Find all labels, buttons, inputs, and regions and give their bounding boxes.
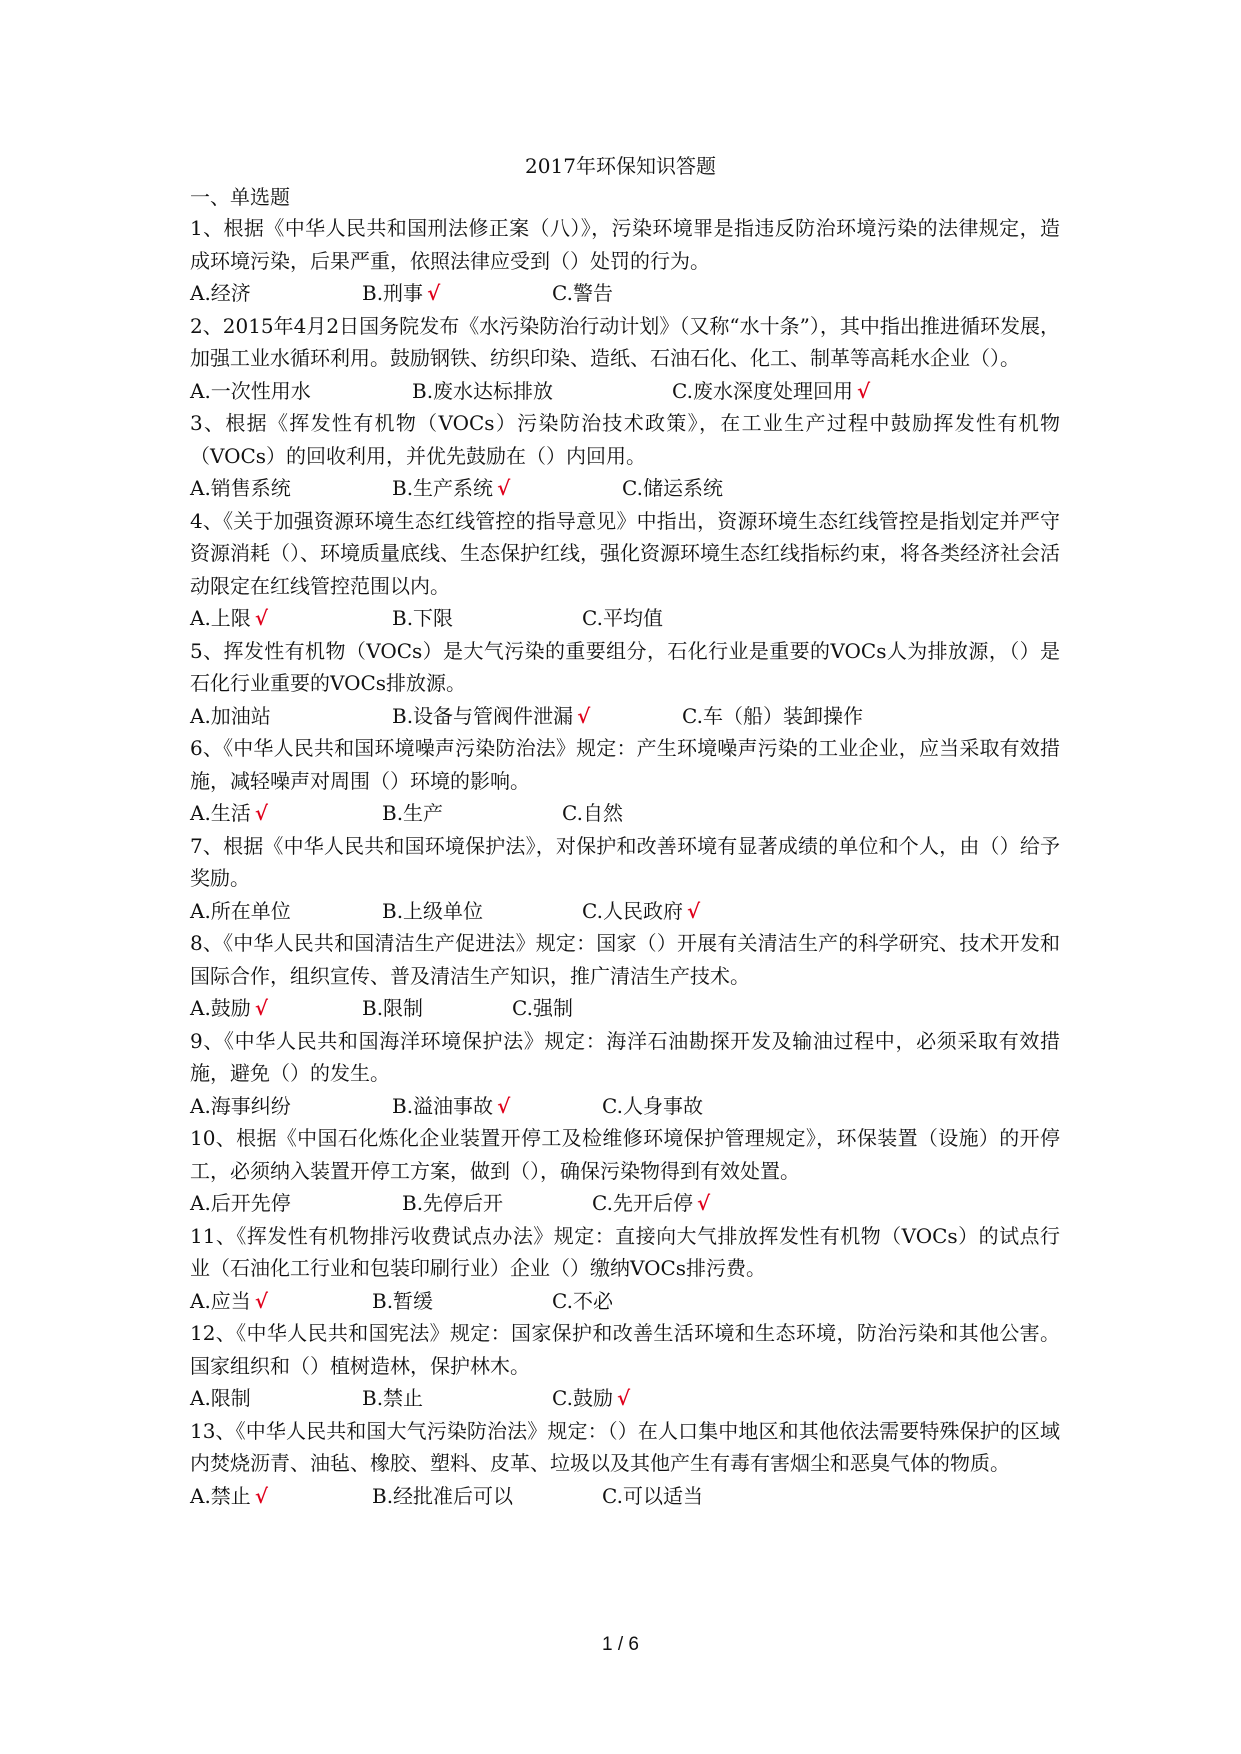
answer-option — [190, 700, 271, 733]
answer-options — [190, 602, 1060, 635]
answer-option-label: A.加油站 — [190, 703, 271, 728]
answer-options — [190, 1187, 1060, 1220]
answer-option — [372, 1285, 433, 1318]
answer-options — [190, 797, 1060, 830]
answer-option — [392, 700, 590, 733]
answer-option-label: B.刑事 — [362, 281, 424, 305]
answer-option — [592, 1187, 710, 1220]
answer-option-label: B.生产 — [382, 801, 444, 825]
correct-check-icon: √ — [254, 606, 268, 630]
answer-option — [190, 375, 311, 408]
answer-option — [362, 992, 423, 1025]
answer-option-label: A.经济 — [190, 281, 251, 305]
answer-option-label: C.可以适当 — [602, 1483, 703, 1508]
answer-options — [190, 277, 1060, 310]
section-heading: 一、单选题 — [190, 185, 290, 209]
answer-option-label: B.限制 — [362, 996, 424, 1020]
answer-option-label: C.平均值 — [582, 606, 663, 630]
answer-option-label: B.生产系统 — [392, 476, 494, 500]
answer-option-label: A.上限 — [190, 606, 251, 630]
answer-option — [552, 1285, 613, 1318]
answer-option-label: B.经批准后可以 — [372, 1483, 514, 1508]
answer-option-label: C.自然 — [562, 801, 623, 825]
answer-option — [682, 700, 863, 733]
answer-option — [512, 992, 573, 1025]
answer-option — [190, 1187, 291, 1220]
answer-option — [372, 1480, 513, 1513]
question-text: 10、根据《中国石化炼化企业装置开停工及检维修环境保护管理规定》，环保装置（设施）的开停工，必须纳入装置开停工方案，做到（），确保污染物得到有效处置。 — [190, 1126, 1060, 1183]
answer-option-label: C.强制 — [512, 996, 573, 1020]
answer-option-label: A.禁止 — [190, 1483, 251, 1508]
answer-option — [582, 895, 700, 928]
answer-option-label: A.海事纠纷 — [190, 1093, 291, 1118]
answer-options — [190, 375, 1060, 408]
question-text: 9、《中华人民共和国海洋环境保护法》规定：海洋石油勘探开发及输油过程中，必须采取有效措施，避免（）的发生。 — [190, 1028, 1060, 1085]
page-title: 2017年环保知识答题 — [525, 154, 716, 178]
answer-option — [382, 797, 443, 830]
answer-options — [190, 992, 1060, 1025]
answer-option — [622, 472, 723, 505]
question-list — [190, 182, 1060, 1512]
answer-option-label: B.溢油事故 — [392, 1093, 494, 1118]
answer-option-label: C.车（船）装卸操作 — [682, 703, 863, 728]
question-text: 1、根据《中华人民共和国刑法修正案（八）》，污染环境罪是指违反防治环境污染的法律规定，造成环境污染，后果严重，依照法律应受到（）处罚的行为。 — [190, 216, 1060, 273]
answer-option-label: C.先开后停 — [592, 1191, 693, 1215]
answer-option-label: C.鼓励 — [552, 1386, 613, 1410]
answer-option-label: C.人身事故 — [602, 1093, 703, 1118]
answer-option-label: A.应当 — [190, 1288, 251, 1313]
answer-option — [582, 602, 663, 635]
answer-option — [382, 895, 483, 928]
answer-option — [190, 602, 268, 635]
answer-option-label: B.上级单位 — [382, 898, 484, 923]
correct-check-icon: √ — [616, 1386, 631, 1410]
answer-option-label: A.限制 — [190, 1386, 251, 1410]
answer-option — [392, 472, 510, 505]
correct-check-icon: √ — [497, 1093, 511, 1118]
correct-check-icon: √ — [254, 801, 268, 825]
answer-option-label: B.禁止 — [362, 1386, 424, 1410]
answer-option — [190, 1382, 251, 1415]
answer-option-label: C.废水深度处理回用 — [672, 378, 853, 403]
answer-option-label: A.生活 — [190, 801, 251, 825]
correct-check-icon: √ — [696, 1191, 711, 1215]
question-text: 5、挥发性有机物（VOCs）是大气污染的重要组分，石化行业是重要的VOCs人为排放源，（）是石化行业重要的VOCs排放源。 — [190, 638, 1060, 695]
answer-option-label: C.储运系统 — [622, 476, 723, 500]
answer-option-label: A.后开先停 — [190, 1191, 291, 1215]
correct-check-icon: √ — [856, 378, 871, 403]
answer-option — [190, 1285, 268, 1318]
answer-options — [190, 1480, 1060, 1513]
answer-option — [190, 992, 268, 1025]
correct-check-icon: √ — [427, 281, 441, 305]
correct-check-icon: √ — [254, 1483, 268, 1508]
answer-option — [190, 472, 291, 505]
correct-check-icon: √ — [686, 898, 701, 923]
question-text: 4、《关于加强资源环境生态红线管控的指导意见》中指出，资源环境生态红线管控是指划定并严守资源消耗（）、环境质量底线、生态保护红线，强化资源环境生态红线指标约束，将各类经济社会活动限定在红线管控范围以内。 — [190, 508, 1060, 598]
answer-option-label: A.所在单位 — [190, 898, 291, 923]
answer-options — [190, 1090, 1060, 1123]
answer-option — [412, 375, 553, 408]
question-text: 11、《挥发性有机物排污收费试点办法》规定：直接向大气排放挥发性有机物（VOCs）的试点行业（石油化工行业和包装印刷行业）企业（）缴纳VOCs排污费。 — [190, 1223, 1060, 1280]
answer-option-label: A.鼓励 — [190, 996, 251, 1020]
answer-option-label: C.人民政府 — [582, 898, 683, 923]
question-text: 3、根据《挥发性有机物（VOCs）污染防治技术政策》，在工业生产过程中鼓励挥发性有机物（VOCs）的回收利用，并优先鼓励在（）内回用。 — [190, 411, 1060, 468]
answer-option — [602, 1090, 703, 1123]
question-text: 13、《中华人民共和国大气污染防治法》规定：（）在人口集中地区和其他依法需要特殊保护的区域内焚烧沥青、油毡、橡胶、塑料、皮革、垃圾以及其他产生有毒有害烟尘和恶臭气体的物质。 — [190, 1418, 1060, 1475]
answer-option — [602, 1480, 703, 1513]
answer-option — [552, 277, 613, 310]
answer-option — [362, 1382, 423, 1415]
answer-option-label: B.设备与管阀件泄漏 — [392, 703, 574, 728]
answer-option-label: B.暂缓 — [372, 1288, 434, 1313]
answer-option — [562, 797, 623, 830]
answer-option — [362, 277, 440, 310]
answer-options — [190, 895, 1060, 928]
answer-option-label: A.一次性用水 — [190, 378, 311, 403]
answer-options — [190, 700, 1060, 733]
answer-option — [190, 1090, 291, 1123]
answer-option — [190, 277, 251, 310]
answer-option-label: B.废水达标排放 — [412, 378, 554, 403]
correct-check-icon: √ — [577, 703, 591, 728]
answer-options — [190, 1285, 1060, 1318]
question-text: 12、《中华人民共和国宪法》规定：国家保护和改善生活环境和生态环境，防治污染和其他公害。国家组织和（）植树造林，保护林木。 — [190, 1321, 1060, 1378]
answer-option-label: B.先停后开 — [402, 1191, 504, 1215]
answer-option — [392, 602, 453, 635]
answer-option — [190, 895, 291, 928]
correct-check-icon: √ — [254, 996, 268, 1020]
answer-option-label: C.警告 — [552, 281, 613, 305]
answer-option-label: A.销售系统 — [190, 476, 291, 500]
answer-option — [190, 1480, 268, 1513]
correct-check-icon: √ — [254, 1288, 268, 1313]
question-text: 6、《中华人民共和国环境噪声污染防治法》规定：产生环境噪声污染的工业企业，应当采取有效措施，减轻噪声对周围（）环境的影响。 — [190, 736, 1060, 793]
question-text: 2、2015年4月2日国务院发布《水污染防治行动计划》（又称“水十条”），其中指出推进循环发展，加强工业水循环利用。鼓励钢铁、纺织印染、造纸、石油石化、化工、制革等高耗水企业（）。 — [190, 313, 1060, 370]
answer-option — [190, 797, 268, 830]
correct-check-icon: √ — [497, 476, 511, 500]
answer-option — [552, 1382, 630, 1415]
question-text: 7、根据《中华人民共和国环境保护法》，对保护和改善环境有显著成绩的单位和个人，由（）给予奖励。 — [190, 833, 1060, 890]
answer-option — [392, 1090, 510, 1123]
page-number: 1 / 6 — [602, 1634, 639, 1655]
answer-option-label: B.下限 — [392, 606, 454, 630]
answer-option-label: C.不必 — [552, 1288, 613, 1313]
answer-options — [190, 472, 1060, 505]
answer-option — [402, 1187, 503, 1220]
answer-options — [190, 1382, 1060, 1415]
question-text: 8、《中华人民共和国清洁生产促进法》规定：国家（）开展有关清洁生产的科学研究、技术开发和国际合作，组织宣传、普及清洁生产知识，推广清洁生产技术。 — [190, 931, 1060, 988]
answer-option — [672, 375, 870, 408]
